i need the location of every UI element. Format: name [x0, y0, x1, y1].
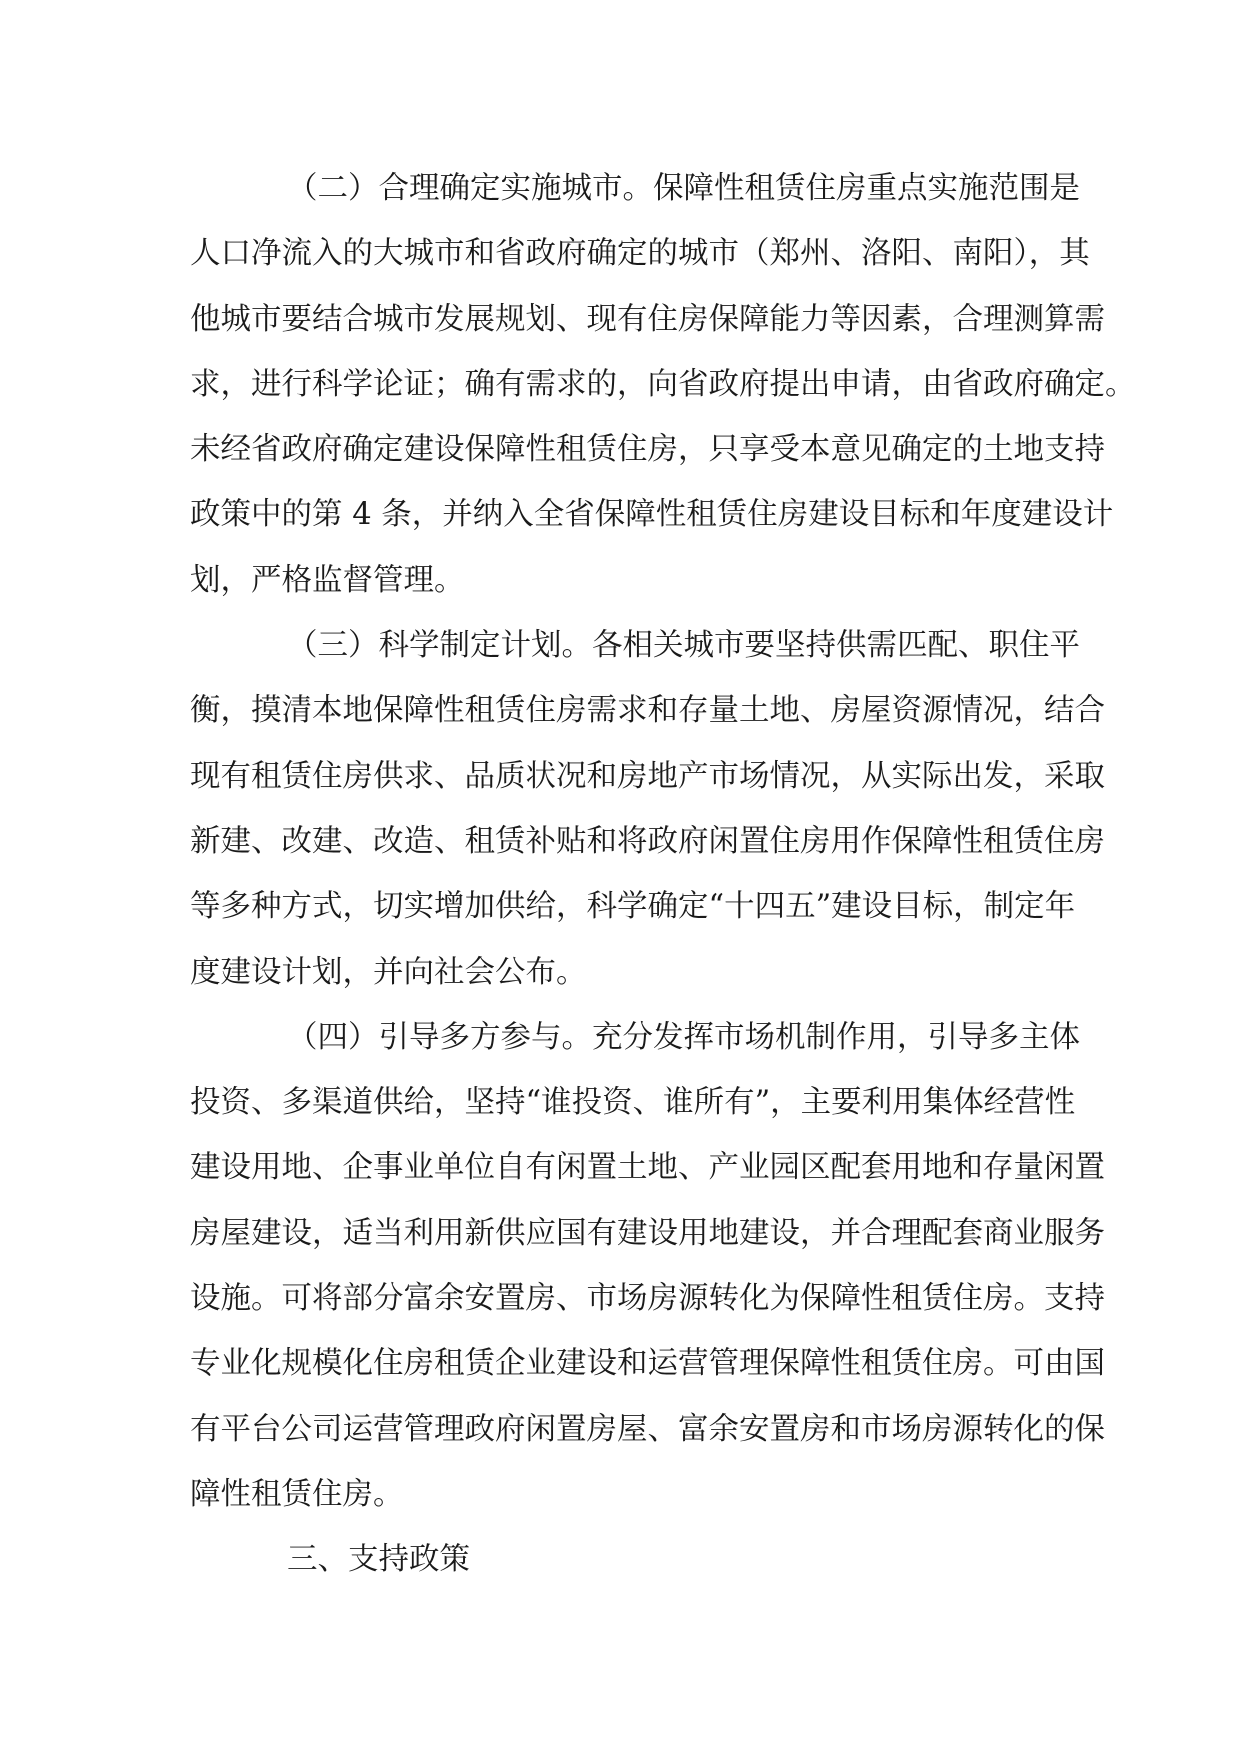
text-line: 度建设计划，并向社会公布。: [190, 954, 587, 990]
paragraph-multi-party-participation: [190, 1005, 1105, 1527]
text-line: 新建、改建、改造、租赁补贴和将政府闲置住房用作保障性租赁住房: [190, 823, 1105, 859]
text-line: 房屋建设，适当利用新供应国有建设用地建设，并合理配套商业服务: [190, 1215, 1105, 1251]
document-body: [190, 156, 1136, 1593]
text-line: （二）合理确定实施城市。保障性租赁住房重点实施范围是: [287, 171, 1080, 206]
paragraph-implementation-cities: [190, 156, 1136, 613]
section-heading: 三、支持政策: [287, 1542, 470, 1578]
text-line: 他城市要结合城市发展规划、现有住房保障能力等因素，合理测算需: [190, 301, 1105, 337]
text-line: 衡，摸清本地保障性租赁住房需求和存量土地、房屋资源情况，结合: [190, 693, 1105, 729]
text-line: 设施。可将部分富余安置房、市场房源转化为保障性租赁住房。支持: [190, 1281, 1105, 1317]
text-line: 未经省政府确定建设保障性租赁住房，只享受本意见确定的土地支持: [190, 432, 1105, 468]
paragraph-scientific-planning: [190, 613, 1105, 1005]
text-line: 建设用地、企事业单位自有闲置土地、产业园区配套用地和存量闲置: [190, 1150, 1105, 1186]
text-line: 现有租赁住房供求、品质状况和房地产市场情况，从实际出发，采取: [190, 758, 1105, 794]
text-line: 人口净流入的大城市和省政府确定的城市（郑州、洛阳、南阳），其: [190, 236, 1090, 272]
text-line: 划，严格监督管理。: [190, 562, 465, 598]
text-line: （三）科学制定计划。各相关城市要坚持供需匹配、职住平: [287, 628, 1080, 664]
text-line: 投资、多渠道供给，坚持“谁投资、谁所有”，主要利用集体经营性: [190, 1085, 1076, 1121]
text-line: 专业化规模化住房租赁企业建设和运营管理保障性租赁住房。可由国: [190, 1346, 1105, 1382]
text-line: 求，进行科学论证；确有需求的，向省政府提出申请，由省政府确定。: [190, 366, 1136, 402]
text-line: （四）引导多方参与。充分发挥市场机制作用，引导多主体: [287, 1019, 1080, 1055]
text-line: 政策中的第 4 条，并纳入全省保障性租赁住房建设目标和年度建设计: [190, 497, 1114, 533]
text-line: 障性租赁住房。: [190, 1476, 404, 1512]
text-line: 有平台公司运营管理政府闲置房屋、富余安置房和市场房源转化的保: [190, 1411, 1105, 1447]
text-line: 等多种方式，切实增加供给，科学确定“十四五”建设目标，制定年: [190, 889, 1076, 925]
